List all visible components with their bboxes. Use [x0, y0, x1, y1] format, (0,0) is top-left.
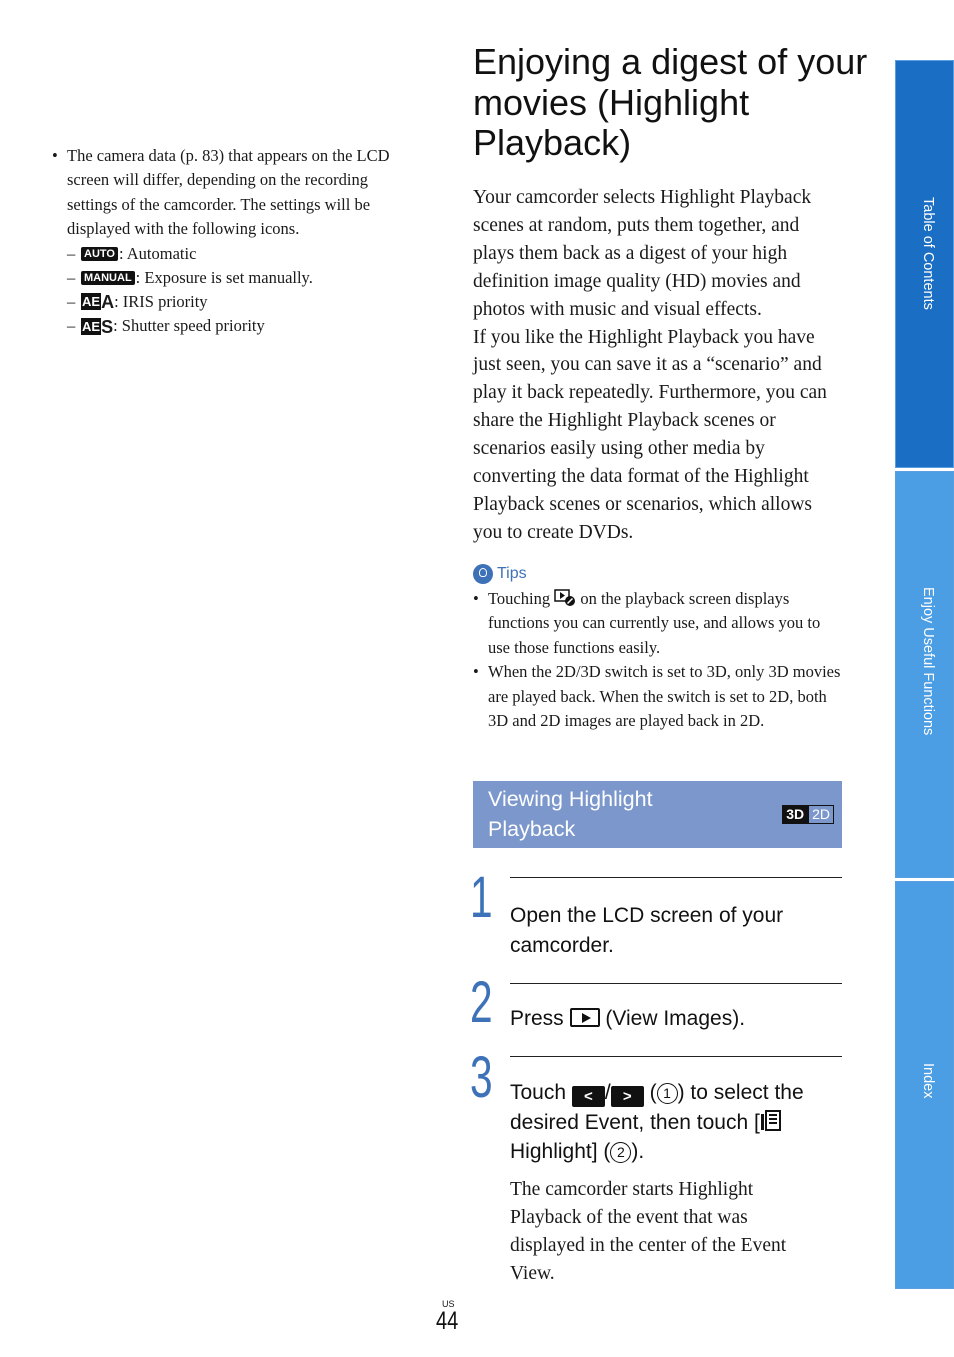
step-text: Press (View Images). — [510, 1007, 746, 1030]
camera-data-note — [52, 144, 397, 339]
page-title: Enjoying a digest of your movies (Highlight Playback) — [473, 41, 868, 163]
step-text: Touch < / > ( 1 ) to select the desired Event, then touch [Highlight] ( 2 ). — [510, 1081, 804, 1163]
list-item: • When the 2D/3D switch is set to 3D, only 3D movies are played back. When the switch is set to 2D, both 3D and 2D images are played back in 2D. — [473, 662, 841, 731]
icon-item-iris: – AEA : IRIS priority — [67, 292, 208, 313]
intro-text — [473, 184, 845, 547]
section-header — [473, 781, 842, 848]
divider — [510, 877, 842, 878]
divider — [510, 983, 842, 984]
auto-icon: AUTO — [81, 247, 118, 261]
list-item: • Touching on the playback screen displays functions you can currently use, and allows you to use those functions easily. — [473, 589, 821, 657]
camera-data-text: The camera data (p. 83) that appears on the LCD screen will differ, depending on the recording settings of the camcorder. The settings will be displayed with the following icons. — [67, 146, 390, 239]
icon-item-manual: – MANUAL : Exposure is set manually. — [67, 267, 313, 287]
lightbulb-icon — [473, 564, 493, 584]
step-number: 3 — [470, 1045, 493, 1110]
tab-table-of-contents[interactable]: Table of Contents — [895, 60, 954, 468]
intro-paragraph: Your camcorder selects Highlight Playback scenes at random, puts them together, and plays them back as a digest of your high definition image quality (HD) movies and photos with music and visual effects. — [473, 187, 812, 320]
callout-2: 2 — [610, 1142, 631, 1163]
divider — [510, 1056, 842, 1057]
section-title: Viewing Highlight Playback — [488, 787, 653, 841]
previous-event-icon: < — [572, 1086, 605, 1107]
icon-item-auto: – AUTO : Automatic — [67, 243, 197, 263]
next-event-icon: > — [611, 1086, 644, 1107]
tab-index[interactable]: Index — [895, 881, 954, 1289]
3d-2d-badge: 3D 2D — [782, 805, 834, 824]
intro-paragraph: If you like the Highlight Playback you have just seen, you can save it as a “scenario” and play it back repeatedly. Furthermore, you can share the Highlight Playback scenes or scenarios easily using other media by converting the data format of the Highlight Playback scenes or scenarios, which allows you to create DVDs. — [473, 326, 827, 543]
highlight-icon — [760, 1110, 782, 1132]
icon-item-shutter: – AES : Shutter speed priority — [67, 316, 265, 337]
shutter-priority-icon: AES — [82, 316, 114, 337]
playback-options-icon — [554, 589, 576, 607]
view-images-icon — [570, 1008, 600, 1027]
step-number: 2 — [470, 970, 493, 1035]
tips-list — [473, 587, 843, 733]
step-number: 1 — [470, 865, 493, 930]
step-text: Open the LCD screen of your camcorder. — [510, 904, 784, 957]
callout-1: 1 — [657, 1083, 678, 1104]
manual-icon: MANUAL — [81, 271, 135, 285]
iris-priority-icon: AEA — [82, 292, 115, 313]
step-note: The camcorder starts Highlight Playback of the event that was displayed in the center of the Event View. — [510, 1179, 787, 1284]
tips-heading: Tips — [473, 564, 527, 584]
tab-enjoy-useful-functions[interactable]: Enjoy Useful Functions — [895, 471, 954, 878]
bullet: • — [52, 146, 58, 165]
